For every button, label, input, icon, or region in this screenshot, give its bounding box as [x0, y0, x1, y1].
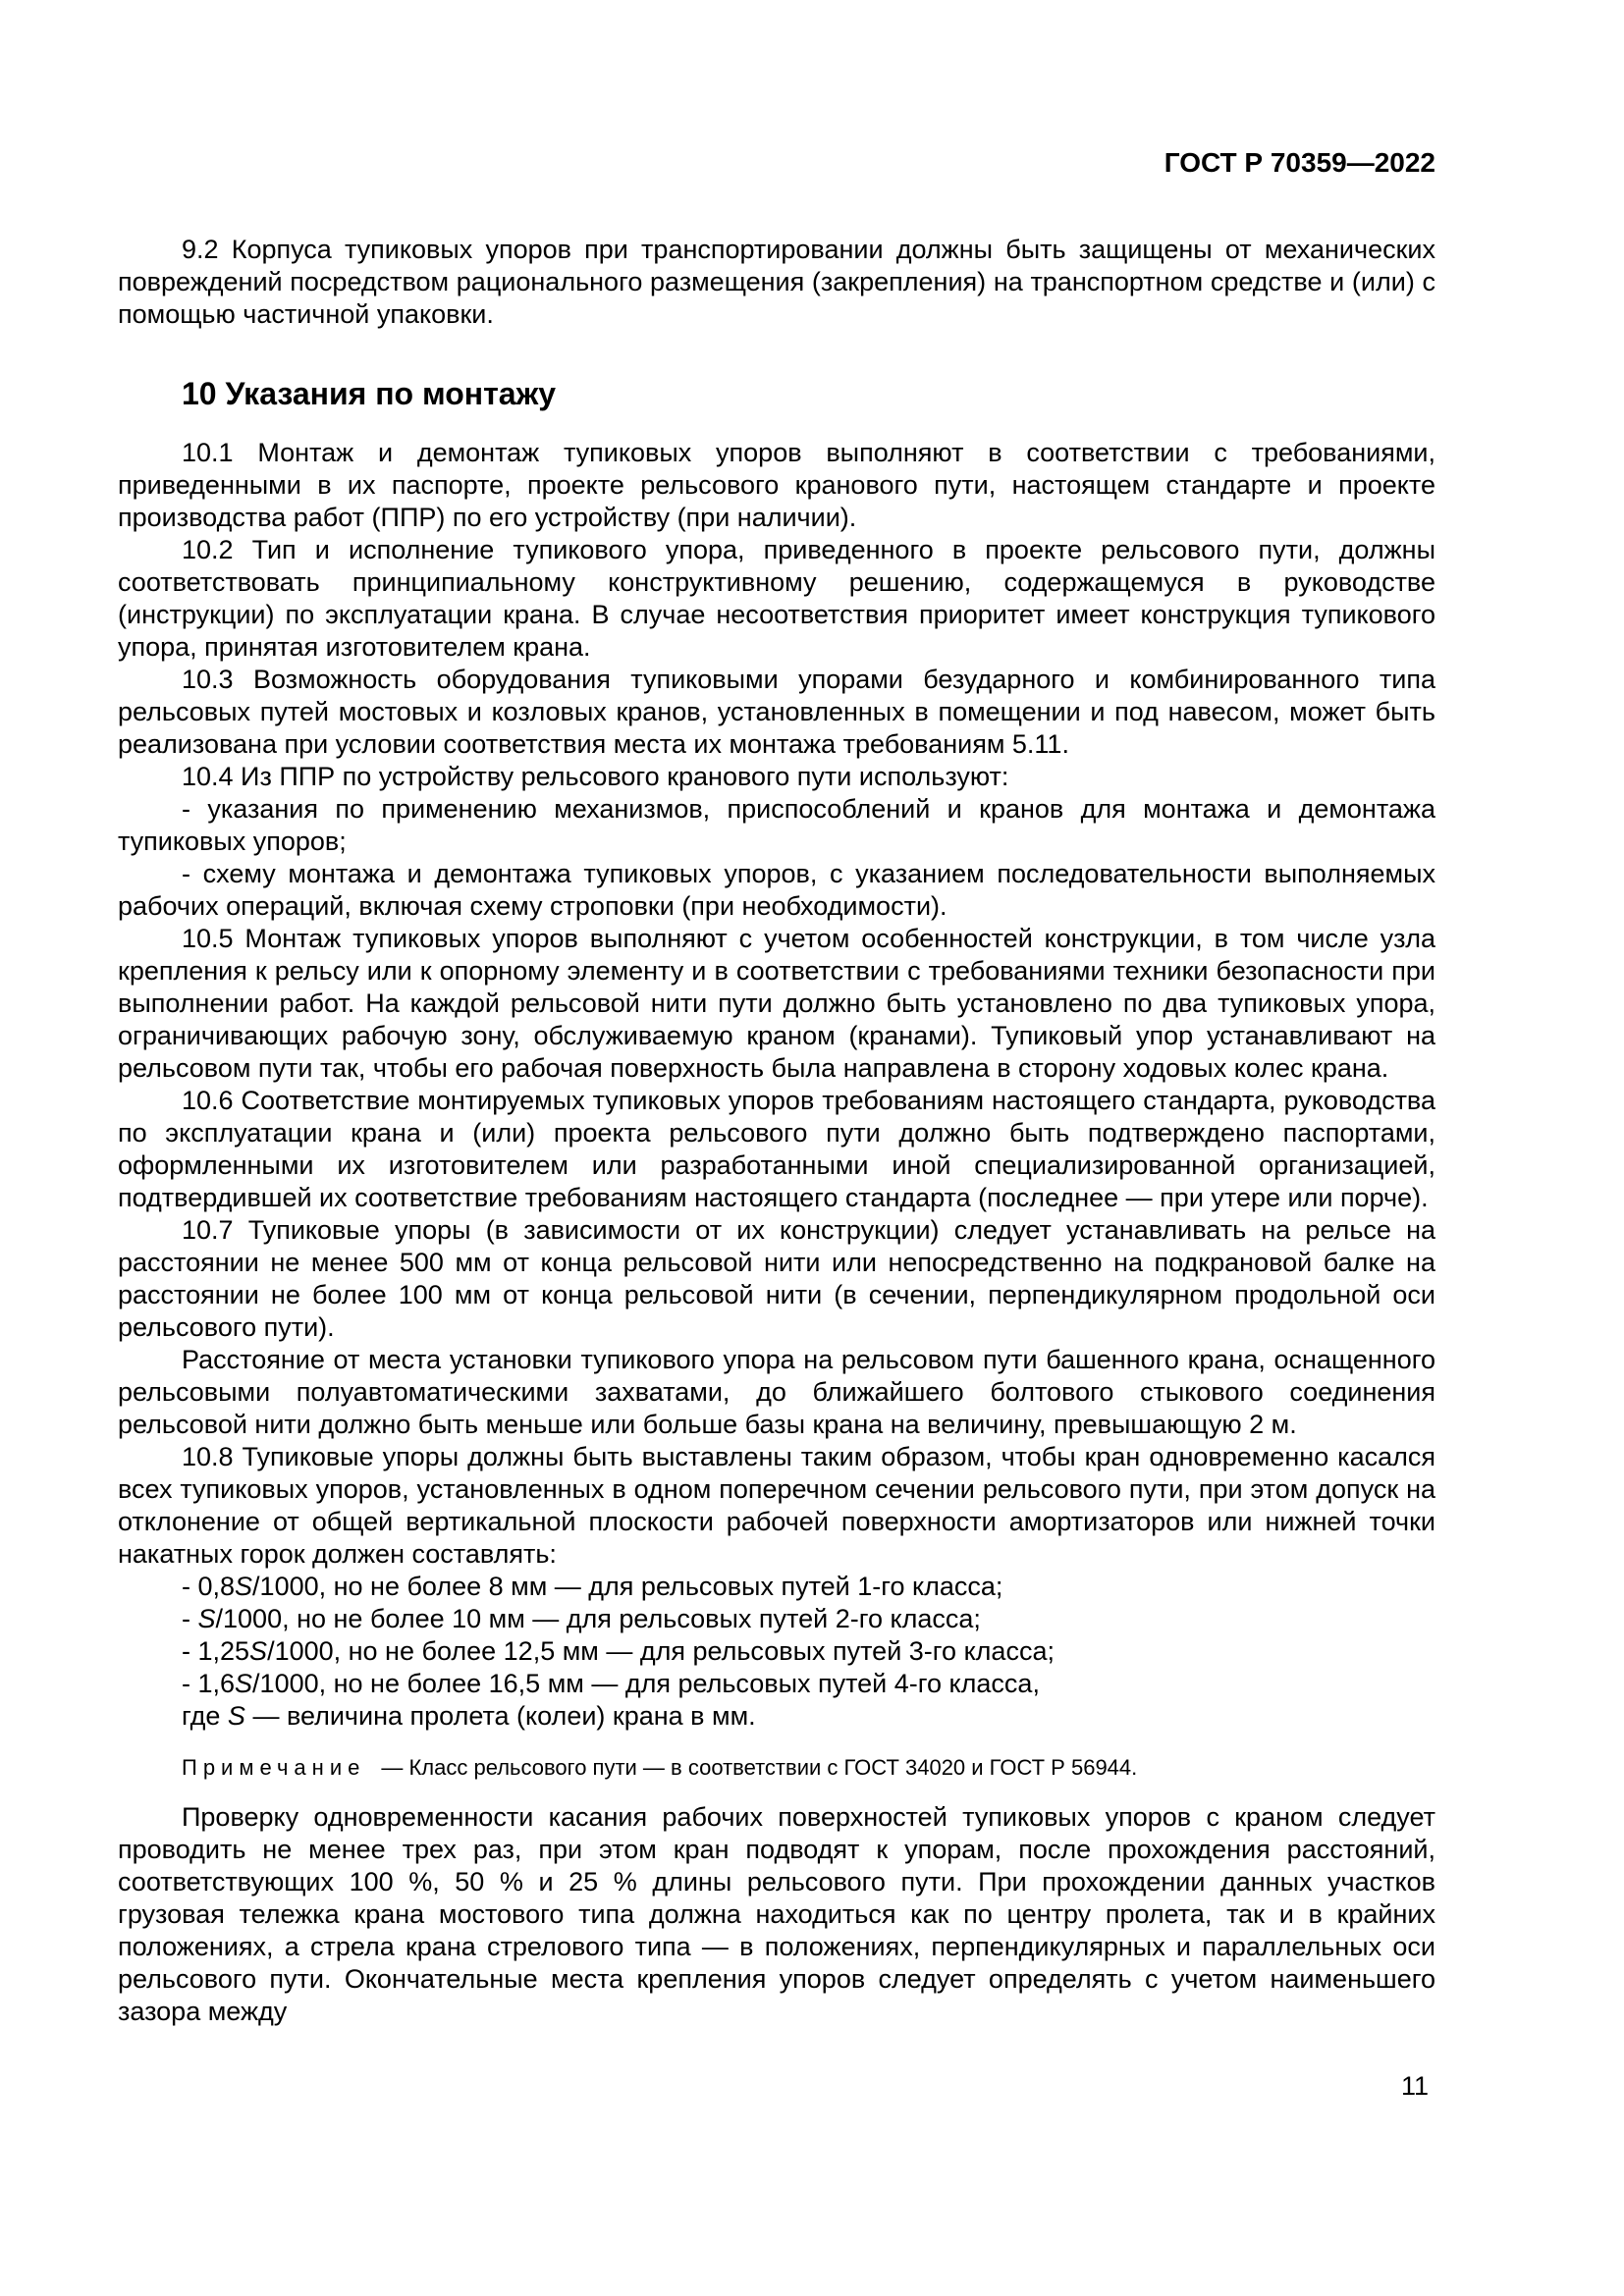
- variable-definition-line: [118, 1700, 1435, 1733]
- span-variable: S: [235, 1669, 253, 1698]
- tolerance-suffix: /1000, но не более 16,5 мм — для рельсовых путей 4-го класса,: [252, 1669, 1040, 1698]
- list-item-mechanisms: - указания по применению механизмов, приспособлений и кранов для монтажа и демонтажа тупиковых упоров;: [118, 794, 1435, 856]
- paragraph-9-2: 9.2 Корпуса тупиковых упоров при транспортировании должны быть защищены от механических повреждений посредством рационального размещения (закрепления) на транспортном средстве и (или) с помощью частичной упаковки.: [118, 235, 1435, 329]
- tolerance-prefix: - 0,8: [182, 1572, 236, 1601]
- tolerance-prefix: -: [182, 1604, 198, 1633]
- tolerance-prefix: - 1,6: [182, 1669, 236, 1698]
- where-prefix: где: [182, 1701, 228, 1731]
- note-text: — Класс рельсового пути — в соответствии с ГОСТ 34020 и ГОСТ Р 56944.: [381, 1755, 1138, 1780]
- paragraph-10-7: 10.7 Тупиковые упоры (в зависимости от их конструкции) следует устанавливать на рельсе на расстоянии не менее 500 мм от конца рельсовой нити или непосредственно на подкрановой балке на расстоянии не более 100 мм от конца рельсовой нити (в сечении, перпендикулярном продольной оси рельсового пути).: [118, 1215, 1435, 1342]
- list-item-mounting-scheme: - схему монтажа и демонтажа тупиковых упоров, с указанием последовательности выполняемых рабочих операций, включая схему строповки (при необходимости).: [118, 859, 1435, 921]
- span-variable: S: [235, 1572, 253, 1601]
- tolerance-prefix: - 1,25: [182, 1636, 250, 1666]
- span-variable: S: [227, 1701, 245, 1731]
- paragraph-10-6: 10.6 Соответствие монтируемых тупиковых упоров требованиям настоящего стандарта, руководства по эксплуатации крана и (или) проекта рельсового пути должно быть подтверждено паспортами, оформленными их изготовителем или разработанными иной специализированной организацией, подтвердившей их соответствие требованиям настоящего стандарта (последнее — при утере или порче).: [118, 1086, 1435, 1212]
- tolerance-suffix: /1000, но не более 12,5 мм — для рельсовых путей 3-го класса;: [267, 1636, 1055, 1666]
- running-header: [118, 147, 1435, 179]
- paragraph-10-8: 10.8 Тупиковые упоры должны быть выставлены таким образом, чтобы кран одновременно касался всех тупиковых упоров, установленных в одном поперечном сечении рельсового пути, при этом допуск на отклонение от общей вертикальной плоскости рабочей поверхности амортизаторов или нижней точки накатных горок должен составлять:: [118, 1442, 1435, 1569]
- note: [118, 1754, 1435, 1782]
- paragraph-10-4: 10.4 Из ППР по устройству рельсового кранового пути используют:: [182, 762, 1009, 791]
- page-content: [118, 234, 1435, 2028]
- note-label: Примечание: [182, 1755, 366, 1780]
- page-number: 11: [1400, 2071, 1429, 2101]
- tolerance-item-class-1: [118, 1571, 1435, 1603]
- span-variable: S: [197, 1604, 216, 1633]
- span-variable: S: [249, 1636, 268, 1666]
- paragraph-10-3: 10.3 Возможность оборудования тупиковыми упорами безударного и комбинированного типа рельсовых путей мостовых и козловых кранов, установленных в помещении и под навесом, может быть реализована при условии соответствия места их монтажа требованиям 5.11.: [118, 665, 1435, 759]
- where-suffix: — величина пролета (колеи) крана в мм.: [244, 1701, 756, 1731]
- paragraph-10-2: 10.2 Тип и исполнение тупикового упора, приведенного в проекте рельсового пути, должны соответствовать принципиальному конструктивному решению, содержащемуся в руководстве (инструкции) по эксплуатации крана. В случае несоответствия приоритет имеет конструкция тупикового упора, принятая изготовителем крана.: [118, 535, 1435, 662]
- doc-number: ГОСТ Р 70359—2022: [1164, 147, 1435, 178]
- tolerance-item-class-4: [118, 1668, 1435, 1700]
- tolerance-suffix: /1000, но не более 10 мм — для рельсовых путей 2-го класса;: [215, 1604, 981, 1633]
- tolerance-item-class-2: [118, 1603, 1435, 1635]
- tolerance-suffix: /1000, но не более 8 мм — для рельсовых путей 1-го класса;: [252, 1572, 1003, 1601]
- paragraph-10-5: 10.5 Монтаж тупиковых упоров выполняют с учетом особенностей конструкции, в том числе узла крепления к рельсу или к опорному элементу и в соответствии с требованиями техники безопасности при выполнении работ. На каждой рельсовой нити пути должно быть установлено по два тупиковых упора, ограничивающих рабочую зону, обслуживаемую краном (кранами). Тупиковый упор устанавливают на рельсовом пути так, чтобы его рабочая поверхность была направлена в сторону ходовых колес крана.: [118, 924, 1435, 1083]
- paragraph-10-7-continuation: Расстояние от места установки тупикового упора на рельсовом пути башенного крана, оснащенного рельсовыми полуавтоматическими захватами, до ближайшего болтового стыкового соединения рельсовой нити должно быть меньше или больше базы крана на величину, превышающую 2 м.: [118, 1345, 1435, 1439]
- paragraph-verification: Проверку одновременности касания рабочих поверхностей тупиковых упоров с краном следует проводить не менее трех раз, при этом кран подводят к упорам, после прохождения расстояний, соответствующих 100 %, 50 % и 25 % длины рельсового пути. При прохождении данных участков грузовая тележка крана мостового типа должна находиться как по центру пролета, так и в крайних положениях, а стрела крана стрелового типа — в положениях, перпендикулярных и параллельных оси рельсового пути. Окончательные места крепления упоров следует определять с учетом наименьшего зазора между: [118, 1802, 1435, 2026]
- tolerance-item-class-3: [118, 1635, 1435, 1668]
- section-heading-10: 10 Указания по монтажу: [182, 376, 557, 411]
- paragraph-10-1: 10.1 Монтаж и демонтаж тупиковых упоров выполняют в соответствии с требованиями, приведенными в их паспорте, проекте рельсового кранового пути, настоящем стандарте и проекте производства работ (ППР) по его устройству (при наличии).: [118, 438, 1435, 532]
